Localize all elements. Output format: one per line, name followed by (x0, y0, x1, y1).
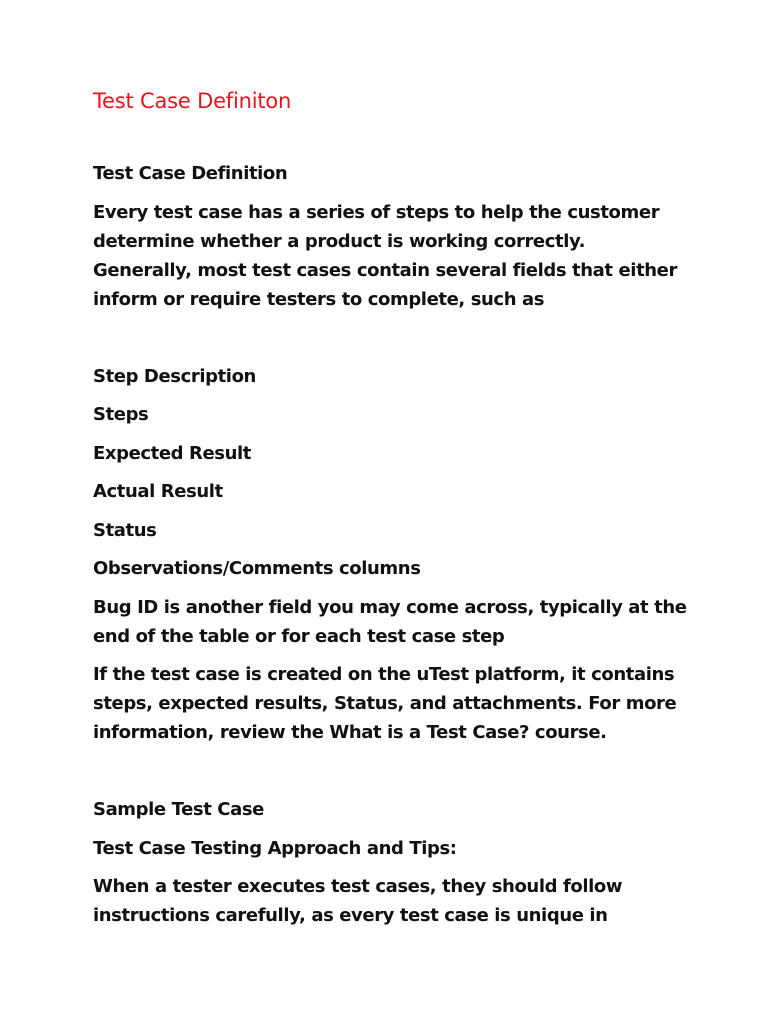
field-item-steps: Steps (93, 404, 149, 425)
section-heading: Test Case Definition (93, 163, 288, 184)
intro-line: determine whether a product is working correctly. (93, 231, 586, 252)
intro-line: Generally, most test cases contain several fields that either (93, 260, 677, 281)
bug-id-line: end of the table or for each test case step (93, 626, 505, 647)
utest-line: information, review the What is a Test Case? course. (93, 722, 607, 743)
sample-test-case-heading: Sample Test Case (93, 799, 264, 820)
tips-heading: Test Case Testing Approach and Tips: (93, 838, 457, 859)
intro-line: Every test case has a series of steps to help the customer (93, 202, 660, 223)
document-title: Test Case Definiton (93, 89, 292, 113)
utest-line: If the test case is created on the uTest platform, it contains (93, 664, 675, 685)
tips-line: instructions carefully, as every test case is unique in (93, 905, 608, 926)
utest-line: steps, expected results, Status, and attachments. For more (93, 693, 677, 714)
bug-id-line: Bug ID is another field you may come across, typically at the (93, 597, 687, 618)
tips-line: When a tester executes test cases, they should follow (93, 876, 623, 897)
intro-line: inform or require testers to complete, such as (93, 289, 545, 310)
field-item-expected-result: Expected Result (93, 443, 252, 464)
field-item-actual-result: Actual Result (93, 481, 223, 502)
field-item-status: Status (93, 520, 157, 541)
field-item-step-description: Step Description (93, 366, 256, 387)
field-item-observations: Observations/Comments columns (93, 558, 421, 579)
